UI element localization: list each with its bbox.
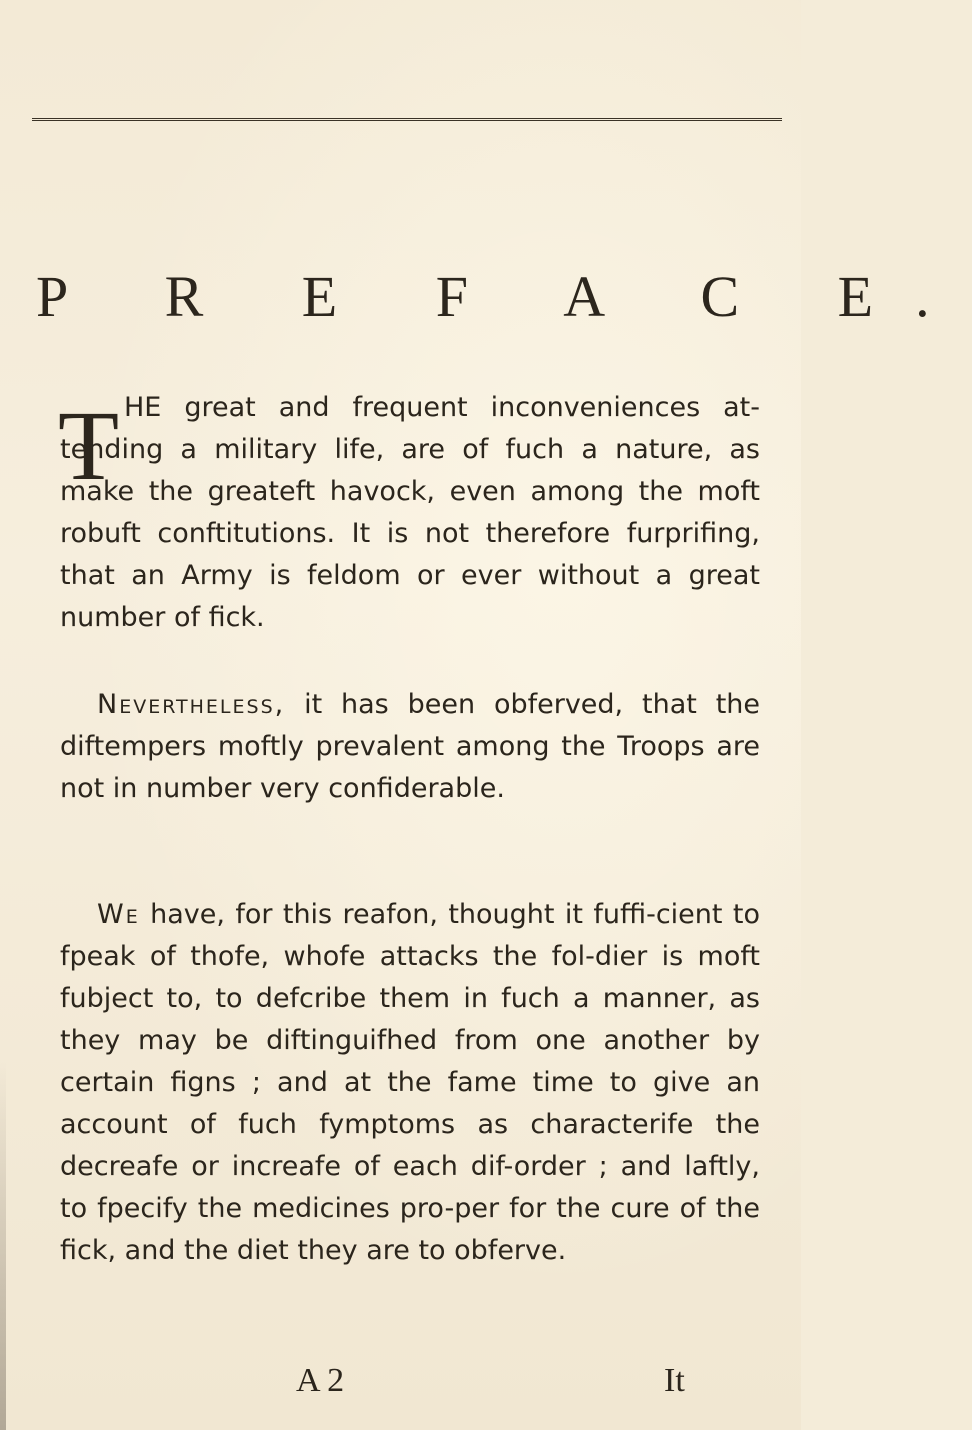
drop-cap: T bbox=[58, 390, 120, 501]
binding-shadow bbox=[0, 1060, 6, 1430]
paragraph-3-lead: We bbox=[97, 899, 140, 930]
paragraph-3 bbox=[60, 894, 760, 1272]
header-rule bbox=[32, 118, 782, 121]
paragraph-3-text: have, for this reafon, thought it fuffi-cient to fpeak of thofe, whofe attacks the fol-dier is moft fubject to, to defcribe them in fuch a manner, as they may be diftinguifhed from one another by certain figns ; and at the fame time to give an account of fuch fymptoms as characterife the decreafe or increafe of each dif-order ; and laftly, to fpecify the medicines pro-per for the cure of the fick, and the diet they are to obferve. bbox=[60, 899, 760, 1266]
catchword: It bbox=[664, 1362, 685, 1399]
page-title: P R E F A C E. bbox=[36, 264, 972, 329]
paragraph-2-text: it has been obferved, that the diftempers moftly prevalent among the Troops are not in number very confiderable. bbox=[60, 689, 760, 804]
signature-mark: A 2 bbox=[296, 1362, 345, 1399]
paragraph-1: HE great and frequent inconveniences at-tending a military life, are of fuch a nature, as make the greateft havock, even among the moft robuft conftitutions. It is not therefore furprifing, that an Army is feldom or ever without a great number of fick. bbox=[60, 392, 760, 633]
paragraph-2-lead: Nevertheless, bbox=[97, 689, 286, 720]
paragraph-2 bbox=[60, 684, 760, 810]
